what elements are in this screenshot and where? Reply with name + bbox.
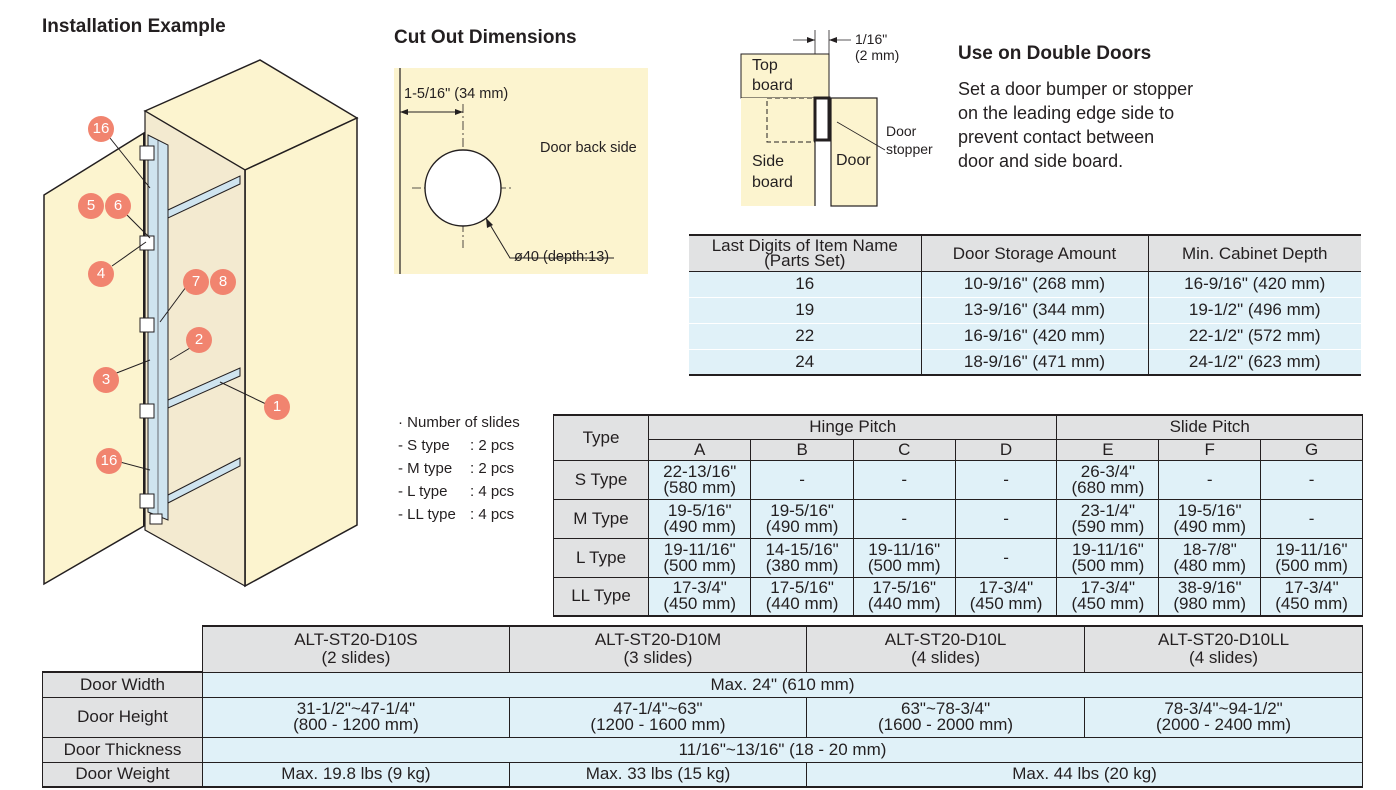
header-blank [43, 626, 203, 672]
callout-label: 16 [100, 452, 118, 469]
pitch-table [553, 414, 1363, 617]
callout-label: 6 [113, 197, 123, 214]
table-header-row [689, 235, 1361, 271]
table-cell: 11/16"~13/16" (18 - 20 mm) [203, 737, 1363, 762]
header-cabinet-depth: Min. Cabinet Depth [1148, 235, 1361, 271]
header-hinge-pitch: Hinge Pitch [649, 415, 1057, 439]
callout-label: 2 [194, 331, 204, 348]
table-cell: 24-1/2" (623 mm) [1148, 349, 1361, 375]
cutout-back-side-label: Door back side [540, 140, 637, 156]
table-header-row [554, 415, 1363, 439]
table-cell: 19-5/16" (490 mm) [751, 499, 853, 538]
table-cell: 17-5/16" (440 mm) [751, 577, 853, 616]
table-cell: 19-11/16" (500 mm) [1261, 538, 1363, 577]
table-cell: 17-3/4" (450 mm) [1057, 577, 1159, 616]
table-row [689, 297, 1361, 323]
gap-label-bottom: (2 mm) [855, 47, 900, 63]
double-doors-title: Use on Double Doors [958, 43, 1152, 64]
table-cell: 14-15/16" (380 mm) [751, 538, 853, 577]
table-cell: 22-13/16" (580 mm) [649, 460, 751, 499]
table-cell: 17-3/4" (450 mm) [955, 577, 1057, 616]
header-type: Type [554, 415, 649, 460]
header-letter: F [1159, 439, 1261, 460]
table-cell: 16-9/16" (420 mm) [1148, 271, 1361, 297]
header-letter: A [649, 439, 751, 460]
table-cell: 31-1/2"~47-1/4" (800 - 1200 mm) [203, 697, 510, 737]
table-row [554, 499, 1363, 538]
table-cell: 10-9/16" (268 mm) [921, 271, 1148, 297]
table-row [689, 349, 1361, 375]
table-cell: 26-3/4" (680 mm) [1057, 460, 1159, 499]
callout-label: 7 [191, 273, 201, 290]
header-letter: E [1057, 439, 1159, 460]
door-label: Door [836, 152, 871, 169]
row-label: Door Height [43, 697, 203, 737]
table-cell: 78-3/4"~94-1/2" (2000 - 2400 mm) [1085, 697, 1363, 737]
header-letter: G [1261, 439, 1363, 460]
table-cell: Max. 44 lbs (20 kg) [807, 762, 1363, 787]
list-item: - S type : 2 pcs [398, 437, 515, 454]
table-cell: 16 [689, 271, 921, 297]
table-cell: - [955, 538, 1057, 577]
table-cell: - [955, 499, 1057, 538]
slides-info [398, 411, 520, 526]
table-row [689, 271, 1361, 297]
table-cell: 18-7/8" (480 mm) [1159, 538, 1261, 577]
table-cell: 17-5/16" (440 mm) [853, 577, 955, 616]
table-cell: 13-9/16" (344 mm) [921, 297, 1148, 323]
header-letter: D [955, 439, 1057, 460]
row-label: Door Weight [43, 762, 203, 787]
cutout-title: Cut Out Dimensions [394, 27, 577, 48]
table-cell: Max. 24" (610 mm) [203, 672, 1363, 697]
door-storage-table [689, 234, 1361, 376]
table-cell: 16-9/16" (420 mm) [921, 323, 1148, 349]
header-model: ALT-ST20-D10L (4 slides) [807, 626, 1085, 672]
table-row [43, 672, 1363, 697]
table-cell: 17-3/4" (450 mm) [649, 577, 751, 616]
table-cell: Max. 19.8 lbs (9 kg) [203, 762, 510, 787]
table-cell: 22 [689, 323, 921, 349]
table-cell: - [1159, 460, 1261, 499]
cutout-hole-label: ø40 (depth:13) [514, 249, 610, 265]
callout-label: 4 [96, 265, 106, 282]
side-board-label: Side board [752, 153, 793, 191]
header-model: ALT-ST20-D10S (2 slides) [203, 626, 510, 672]
top-board-label: Top board [752, 57, 793, 94]
gap-label-top: 1/16" [855, 31, 888, 47]
table-cell: - [853, 499, 955, 538]
callout-label: 16 [92, 120, 110, 137]
table-cell: 19-5/16" (490 mm) [1159, 499, 1261, 538]
table-row [43, 762, 1363, 787]
list-item: - L type : 4 pcs [398, 483, 515, 500]
table-cell: 22-1/2" (572 mm) [1148, 323, 1361, 349]
table-cell: 38-9/16" (980 mm) [1159, 577, 1261, 616]
header-model: ALT-ST20-D10M (3 slides) [509, 626, 806, 672]
table-cell: - [751, 460, 853, 499]
callout-label: 8 [218, 273, 228, 290]
table-cell: Max. 33 lbs (15 kg) [509, 762, 806, 787]
table-row [43, 697, 1363, 737]
callout-label: 3 [101, 371, 111, 388]
table-cell: 19-11/16" (500 mm) [853, 538, 955, 577]
table-cell: 19-1/2" (496 mm) [1148, 297, 1361, 323]
row-label: LL Type [554, 577, 649, 616]
row-label: Door Thickness [43, 737, 203, 762]
callout-label: 5 [86, 197, 96, 214]
cutout-hole [425, 150, 501, 226]
double-doors-text: Set a door bumper or stopper on the leading edge side to prevent contact between door and side board. [958, 79, 1194, 171]
table-cell: 19-11/16" (500 mm) [649, 538, 751, 577]
row-label: Door Width [43, 672, 203, 697]
slides-info-title: · Number of slides [398, 414, 520, 431]
table-cell: 19-5/16" (490 mm) [649, 499, 751, 538]
pitch-table-body [554, 460, 1363, 616]
cutout-offset-label: 1-5/16" (34 mm) [404, 86, 509, 102]
list-item: - M type : 2 pcs [398, 460, 515, 477]
stopper-label: Door stopper [886, 123, 933, 157]
table-cell: 24 [689, 349, 921, 375]
table-cell: 23-1/4" (590 mm) [1057, 499, 1159, 538]
row-label: S Type [554, 460, 649, 499]
header-model: ALT-ST20-D10LL (4 slides) [1085, 626, 1363, 672]
list-item: - LL type : 4 pcs [398, 506, 515, 523]
callout-label: 1 [272, 398, 282, 415]
table-header-row [43, 626, 1363, 672]
header-slide-pitch: Slide Pitch [1057, 415, 1363, 439]
table-cell: - [853, 460, 955, 499]
table-cell: 19 [689, 297, 921, 323]
row-label: M Type [554, 499, 649, 538]
spec-table [42, 625, 1363, 788]
cabinet-side-panel [245, 118, 357, 586]
cabinet-illustration [0, 0, 380, 620]
header-last-digits: Last Digits of Item Name (Parts Set) [689, 235, 921, 271]
row-label: L Type [554, 538, 649, 577]
table-cell: 18-9/16" (471 mm) [921, 349, 1148, 375]
table-cell: - [1261, 460, 1363, 499]
table-cell: 19-11/16" (500 mm) [1057, 538, 1159, 577]
table-header-row [554, 439, 1363, 460]
table-row [554, 577, 1363, 616]
table-row [689, 323, 1361, 349]
header-letter: C [853, 439, 955, 460]
table-cell: - [955, 460, 1057, 499]
installation-title: Installation Example [42, 16, 226, 37]
header-letter: B [751, 439, 853, 460]
table-row [43, 737, 1363, 762]
header-door-storage: Door Storage Amount [921, 235, 1148, 271]
table-row [554, 538, 1363, 577]
table-cell: 17-3/4" (450 mm) [1261, 577, 1363, 616]
table-row [554, 460, 1363, 499]
table-cell: - [1261, 499, 1363, 538]
table-cell: 63"~78-3/4" (1600 - 2000 mm) [807, 697, 1085, 737]
table-cell: 47-1/4"~63" (1200 - 1600 mm) [509, 697, 806, 737]
